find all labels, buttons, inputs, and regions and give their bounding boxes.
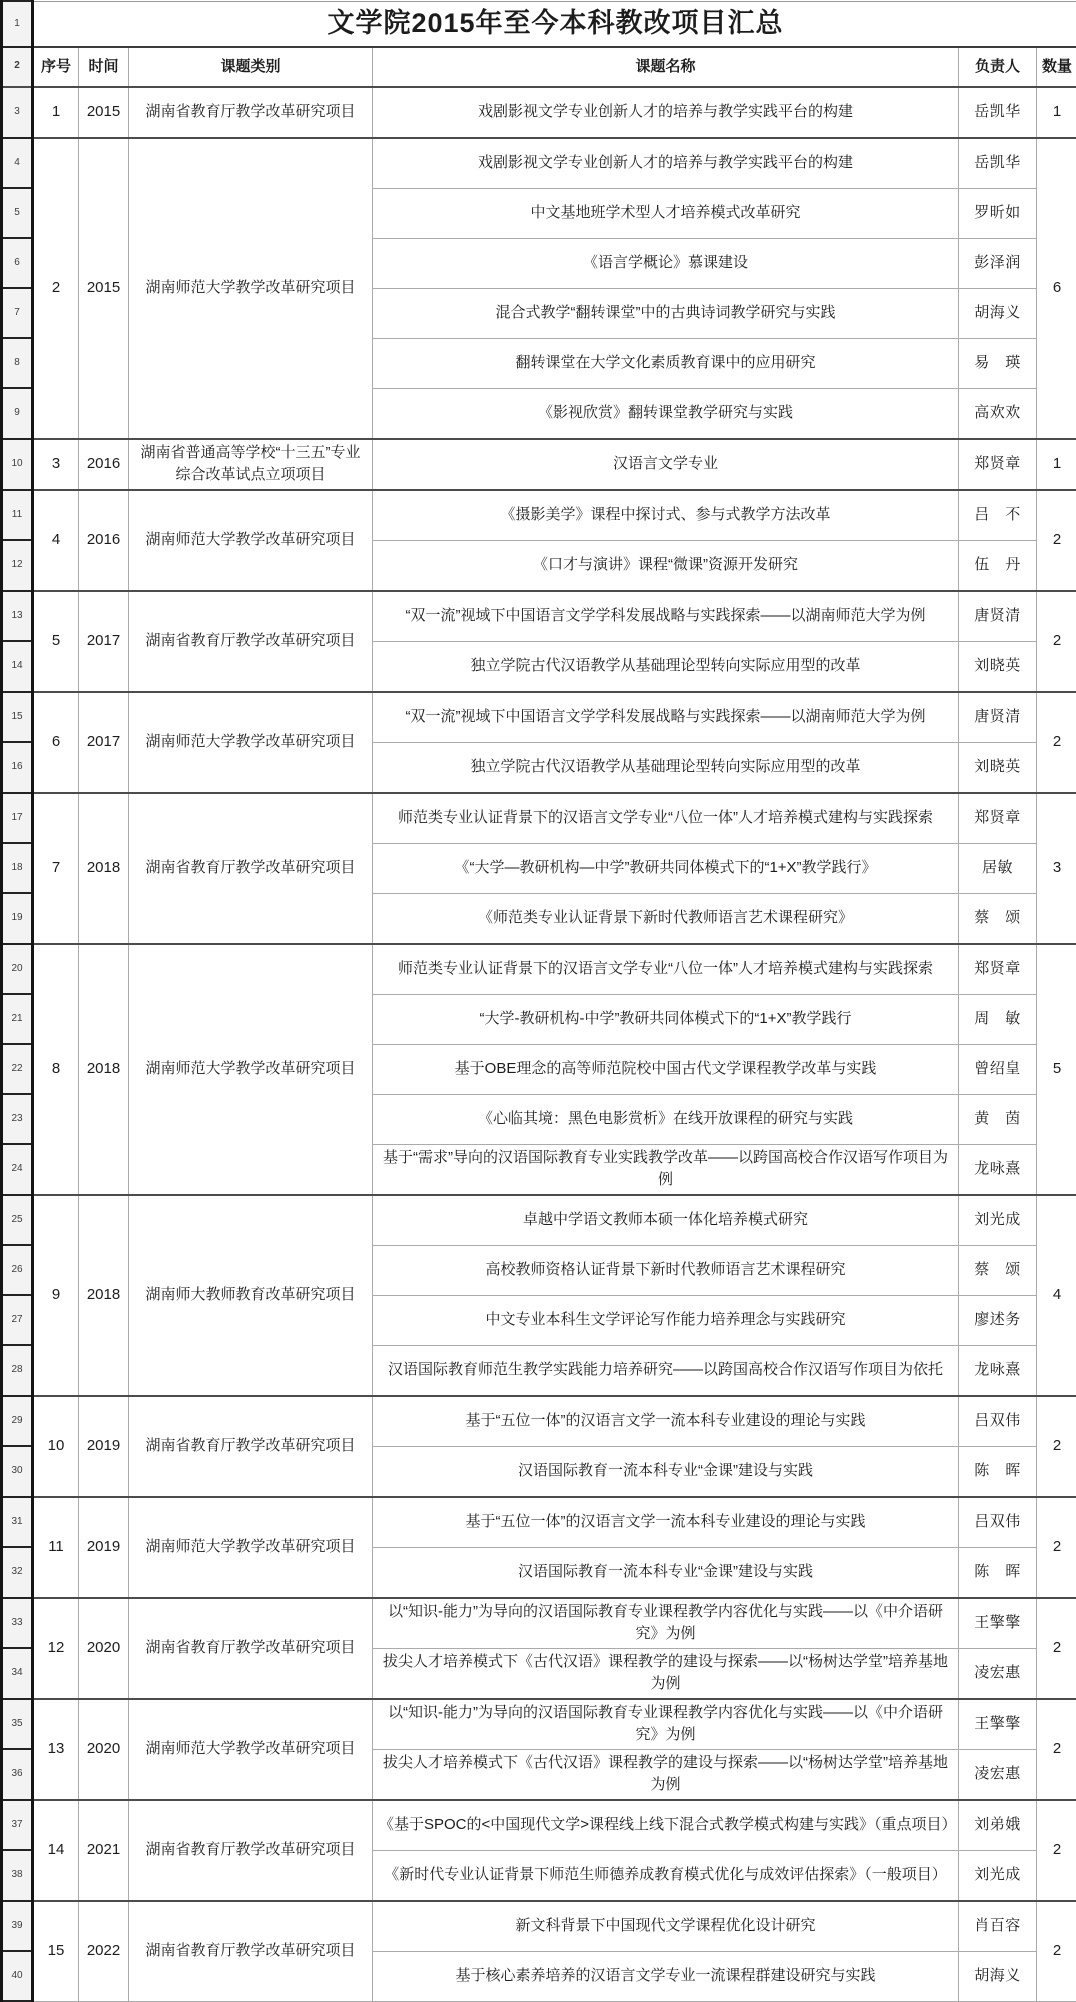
leader-cell: 唐贤清 <box>959 591 1037 642</box>
count-cell: 2 <box>1037 1598 1076 1699</box>
leader-cell: 肖百容 <box>959 1901 1037 1952</box>
leader-cell: 高欢欢 <box>959 388 1037 439</box>
leader-cell: 易 瑛 <box>959 338 1037 388</box>
project-title-cell: 《语言学概论》慕课建设 <box>373 238 959 288</box>
year-cell: 2019 <box>79 1396 129 1497</box>
table-row <box>2 1497 1076 1548</box>
year-cell: 2018 <box>79 1195 129 1396</box>
year-cell: 2015 <box>79 87 129 138</box>
project-title-cell: “双一流”视域下中国语言文学学科发展战略与实践探索——以湖南师范大学为例 <box>373 591 959 642</box>
project-title-cell: 汉语国际教育一流本科专业“金课”建设与实践 <box>373 1446 959 1497</box>
leader-cell: 居敏 <box>959 843 1037 893</box>
year-cell: 2018 <box>79 793 129 944</box>
leader-cell: 刘光成 <box>959 1195 1037 1246</box>
project-title-cell: 汉语言文学专业 <box>373 439 959 490</box>
count-cell: 1 <box>1037 87 1076 138</box>
row-number-cell: 25 <box>2 1195 33 1246</box>
table-row <box>2 439 1076 490</box>
project-title-cell: 戏剧影视文学专业创新人才的培养与教学实践平台的构建 <box>373 87 959 138</box>
year-cell: 2017 <box>79 591 129 692</box>
table-row <box>2 87 1076 138</box>
category-cell: 湖南师范大学教学改革研究项目 <box>129 490 373 591</box>
year-cell: 2020 <box>79 1598 129 1699</box>
row-number-cell: 16 <box>2 742 33 793</box>
category-cell: 湖南省普通高等学校“十三五”专业综合改革试点立项项目 <box>129 439 373 490</box>
project-title-cell: 拔尖人才培养模式下《古代汉语》课程教学的建设与探索——以“杨树达学堂”培养基地为例 <box>373 1648 959 1699</box>
leader-cell: 胡海义 <box>959 1951 1037 2001</box>
project-title-cell: 师范类专业认证背景下的汉语言文学专业“八位一体”人才培养模式建构与实践探索 <box>373 793 959 844</box>
leader-cell: 彭泽润 <box>959 238 1037 288</box>
table-row <box>2 1195 1076 1246</box>
row-number-cell: 11 <box>2 490 33 541</box>
page-title: 文学院2015年至今本科教改项目汇总 <box>33 1 1076 47</box>
seq-cell: 11 <box>33 1497 79 1598</box>
project-title-cell: 《师范类专业认证背景下新时代教师语言艺术课程研究》 <box>373 893 959 944</box>
table-row <box>2 793 1076 844</box>
leader-cell: 吕双伟 <box>959 1396 1037 1447</box>
seq-cell: 3 <box>33 439 79 490</box>
seq-cell: 12 <box>33 1598 79 1699</box>
category-cell: 湖南师范大学教学改革研究项目 <box>129 138 373 439</box>
count-cell: 5 <box>1037 944 1076 1195</box>
seq-cell: 7 <box>33 793 79 944</box>
row-number-cell: 36 <box>2 1749 33 1800</box>
count-cell: 2 <box>1037 1497 1076 1598</box>
count-cell: 1 <box>1037 439 1076 490</box>
row-number-cell: 31 <box>2 1497 33 1548</box>
category-cell: 湖南师范大学教学改革研究项目 <box>129 1497 373 1598</box>
project-title-cell: 独立学院古代汉语教学从基础理论型转向实际应用型的改革 <box>373 742 959 793</box>
table-row <box>2 1396 1076 1447</box>
project-title-cell: 《“大学—教研机构—中学”教研共同体模式下的“1+X”教学践行》 <box>373 843 959 893</box>
row-number-cell: 10 <box>2 439 33 490</box>
column-header-category: 课题类别 <box>129 47 373 87</box>
project-title-cell: 《心临其境：黑色电影赏析》在线开放课程的研究与实践 <box>373 1094 959 1144</box>
count-cell: 6 <box>1037 138 1076 439</box>
project-title-cell: 《口才与演讲》课程“微课”资源开发研究 <box>373 540 959 591</box>
project-title-cell: 基于“需求”导向的汉语国际教育专业实践教学改革——以跨国高校合作汉语写作项目为例 <box>373 1144 959 1195</box>
table-row <box>2 591 1076 642</box>
row-number-cell: 7 <box>2 288 33 338</box>
row-number-cell: 3 <box>2 87 33 138</box>
leader-cell: 周 敏 <box>959 994 1037 1044</box>
title-row <box>2 1 1076 47</box>
row-number-cell: 35 <box>2 1699 33 1750</box>
leader-cell: 罗昕如 <box>959 188 1037 238</box>
leader-cell: 曾绍皇 <box>959 1044 1037 1094</box>
leader-cell: 陈 晖 <box>959 1446 1037 1497</box>
category-cell: 湖南省教育厅教学改革研究项目 <box>129 1598 373 1699</box>
row-number-cell: 24 <box>2 1144 33 1195</box>
seq-cell: 9 <box>33 1195 79 1396</box>
leader-cell: 黄 茵 <box>959 1094 1037 1144</box>
category-cell: 湖南省教育厅教学改革研究项目 <box>129 591 373 692</box>
year-cell: 2016 <box>79 490 129 591</box>
column-header-seq: 序号 <box>33 47 79 87</box>
row-number-cell: 18 <box>2 843 33 893</box>
leader-cell: 刘弟娥 <box>959 1800 1037 1851</box>
seq-cell: 14 <box>33 1800 79 1901</box>
row-number-cell: 19 <box>2 893 33 944</box>
row-number-cell: 39 <box>2 1901 33 1952</box>
leader-cell: 龙咏熹 <box>959 1345 1037 1396</box>
row-number-cell: 26 <box>2 1245 33 1295</box>
category-cell: 湖南省教育厅教学改革研究项目 <box>129 1396 373 1497</box>
row-number-cell: 20 <box>2 944 33 995</box>
project-title-cell: 混合式教学“翻转课堂”中的古典诗词教学研究与实践 <box>373 288 959 338</box>
row-number-cell: 30 <box>2 1446 33 1497</box>
row-number-cell: 22 <box>2 1044 33 1094</box>
leader-cell: 唐贤清 <box>959 692 1037 743</box>
seq-cell: 8 <box>33 944 79 1195</box>
seq-cell: 10 <box>33 1396 79 1497</box>
row-number-cell: 34 <box>2 1648 33 1699</box>
count-cell: 2 <box>1037 490 1076 591</box>
project-title-cell: 基于“五位一体”的汉语言文学一流本科专业建设的理论与实践 <box>373 1497 959 1548</box>
table-row <box>2 1800 1076 1851</box>
leader-cell: 凌宏惠 <box>959 1648 1037 1699</box>
row-number-cell: 13 <box>2 591 33 642</box>
row-number-cell: 4 <box>2 138 33 189</box>
leader-cell: 王擎擎 <box>959 1699 1037 1750</box>
count-cell: 2 <box>1037 1699 1076 1800</box>
row-number-cell: 37 <box>2 1800 33 1851</box>
category-cell: 湖南省教育厅教学改革研究项目 <box>129 793 373 944</box>
seq-cell: 1 <box>33 87 79 138</box>
leader-cell: 吕 不 <box>959 490 1037 541</box>
category-cell: 湖南师范大学教学改革研究项目 <box>129 944 373 1195</box>
column-header-time: 时间 <box>79 47 129 87</box>
leader-cell: 蔡 颂 <box>959 893 1037 944</box>
seq-cell: 6 <box>33 692 79 793</box>
project-title-cell: 基于OBE理念的高等师范院校中国古代文学课程教学改革与实践 <box>373 1044 959 1094</box>
project-title-cell: “大学-教研机构-中学”教研共同体模式下的“1+X”教学践行 <box>373 994 959 1044</box>
row-number-cell: 8 <box>2 338 33 388</box>
project-title-cell: 《基于SPOC的<中国现代文学>课程线上线下混合式教学模式构建与实践》（重点项目） <box>373 1800 959 1851</box>
row-number-cell: 40 <box>2 1951 33 2001</box>
category-cell: 湖南师范大学教学改革研究项目 <box>129 692 373 793</box>
row-number-cell: 17 <box>2 793 33 844</box>
row-number-cell: 33 <box>2 1598 33 1649</box>
seq-cell: 13 <box>33 1699 79 1800</box>
leader-cell: 刘光成 <box>959 1850 1037 1901</box>
leader-cell: 凌宏惠 <box>959 1749 1037 1800</box>
column-header-name: 课题名称 <box>373 47 959 87</box>
count-cell: 2 <box>1037 1901 1076 2002</box>
leader-cell: 刘晓英 <box>959 641 1037 692</box>
count-cell: 2 <box>1037 591 1076 692</box>
year-cell: 2019 <box>79 1497 129 1598</box>
project-title-cell: 《影视欣赏》翻转课堂教学研究与实践 <box>373 388 959 439</box>
project-title-cell: 《新时代专业认证背景下师范生师德养成教育模式优化与成效评估探索》（一般项目） <box>373 1850 959 1901</box>
row-number-cell: 32 <box>2 1547 33 1598</box>
seq-cell: 5 <box>33 591 79 692</box>
leader-cell: 蔡 颂 <box>959 1245 1037 1295</box>
count-cell: 4 <box>1037 1195 1076 1396</box>
table-row <box>2 944 1076 995</box>
leader-cell: 廖述务 <box>959 1295 1037 1345</box>
year-cell: 2015 <box>79 138 129 439</box>
project-title-cell: 新文科背景下中国现代文学课程优化设计研究 <box>373 1901 959 1952</box>
row-number-cell: 2 <box>2 47 33 87</box>
row-number-cell: 1 <box>2 1 33 47</box>
project-title-cell: 基于核心素养培养的汉语言文学专业一流课程群建设研究与实践 <box>373 1951 959 2001</box>
count-cell: 2 <box>1037 1800 1076 1901</box>
seq-cell: 2 <box>33 138 79 439</box>
row-number-cell: 38 <box>2 1850 33 1901</box>
leader-cell: 龙咏熹 <box>959 1144 1037 1195</box>
row-number-cell: 29 <box>2 1396 33 1447</box>
year-cell: 2016 <box>79 439 129 490</box>
year-cell: 2022 <box>79 1901 129 2002</box>
column-header-leader: 负责人 <box>959 47 1037 87</box>
project-title-cell: 中文专业本科生文学评论写作能力培养理念与实践研究 <box>373 1295 959 1345</box>
project-title-cell: 高校教师资格认证背景下新时代教师语言艺术课程研究 <box>373 1245 959 1295</box>
project-title-cell: 以“知识-能力”为导向的汉语国际教育专业课程教学内容优化与实践——以《中介语研究》为例 <box>373 1598 959 1649</box>
project-title-cell: 汉语国际教育一流本科专业“金课”建设与实践 <box>373 1547 959 1598</box>
leader-cell: 吕双伟 <box>959 1497 1037 1548</box>
seq-cell: 15 <box>33 1901 79 2002</box>
leader-cell: 郑贤章 <box>959 944 1037 995</box>
category-cell: 湖南师大教师教育改革研究项目 <box>129 1195 373 1396</box>
project-title-cell: 汉语国际教育师范生教学实践能力培养研究——以跨国高校合作汉语写作项目为依托 <box>373 1345 959 1396</box>
count-cell: 3 <box>1037 793 1076 944</box>
leader-cell: 郑贤章 <box>959 439 1037 490</box>
row-number-cell: 15 <box>2 692 33 743</box>
table-row <box>2 1901 1076 1952</box>
row-number-cell: 5 <box>2 188 33 238</box>
project-title-cell: “双一流”视域下中国语言文学学科发展战略与实践探索——以湖南师范大学为例 <box>373 692 959 743</box>
column-header-count: 数量 <box>1037 47 1076 87</box>
count-cell: 2 <box>1037 692 1076 793</box>
header-row <box>2 47 1076 87</box>
leader-cell: 陈 晖 <box>959 1547 1037 1598</box>
project-title-cell: 以“知识-能力”为导向的汉语国际教育专业课程教学内容优化与实践——以《中介语研究》为例 <box>373 1699 959 1750</box>
project-title-cell: 中文基地班学术型人才培养模式改革研究 <box>373 188 959 238</box>
table-row <box>2 490 1076 541</box>
table-row <box>2 138 1076 189</box>
row-number-cell: 28 <box>2 1345 33 1396</box>
leader-cell: 胡海义 <box>959 288 1037 338</box>
row-number-cell: 6 <box>2 238 33 288</box>
project-title-cell: 戏剧影视文学专业创新人才的培养与教学实践平台的构建 <box>373 138 959 189</box>
table-row <box>2 692 1076 743</box>
category-cell: 湖南师范大学教学改革研究项目 <box>129 1699 373 1800</box>
row-number-cell: 27 <box>2 1295 33 1345</box>
project-title-cell: 翻转课堂在大学文化素质教育课中的应用研究 <box>373 338 959 388</box>
leader-cell: 王擎擎 <box>959 1598 1037 1649</box>
category-cell: 湖南省教育厅教学改革研究项目 <box>129 1901 373 2002</box>
project-title-cell: 拔尖人才培养模式下《古代汉语》课程教学的建设与探索——以“杨树达学堂”培养基地为例 <box>373 1749 959 1800</box>
row-number-cell: 23 <box>2 1094 33 1144</box>
table-row <box>2 1699 1076 1750</box>
count-cell: 2 <box>1037 1396 1076 1497</box>
project-title-cell: 卓越中学语文教师本硕一体化培养模式研究 <box>373 1195 959 1246</box>
seq-cell: 4 <box>33 490 79 591</box>
year-cell: 2018 <box>79 944 129 1195</box>
year-cell: 2017 <box>79 692 129 793</box>
leader-cell: 岳凯华 <box>959 87 1037 138</box>
leader-cell: 刘晓英 <box>959 742 1037 793</box>
leader-cell: 伍 丹 <box>959 540 1037 591</box>
project-title-cell: 《摄影美学》课程中探讨式、参与式教学方法改革 <box>373 490 959 541</box>
table-row <box>2 1598 1076 1649</box>
year-cell: 2021 <box>79 1800 129 1901</box>
project-title-cell: 独立学院古代汉语教学从基础理论型转向实际应用型的改革 <box>373 641 959 692</box>
row-number-cell: 9 <box>2 388 33 439</box>
project-title-cell: 师范类专业认证背景下的汉语言文学专业“八位一体”人才培养模式建构与实践探索 <box>373 944 959 995</box>
leader-cell: 岳凯华 <box>959 138 1037 189</box>
year-cell: 2020 <box>79 1699 129 1800</box>
row-number-cell: 21 <box>2 994 33 1044</box>
project-title-cell: 基于“五位一体”的汉语言文学一流本科专业建设的理论与实践 <box>373 1396 959 1447</box>
category-cell: 湖南省教育厅教学改革研究项目 <box>129 87 373 138</box>
row-number-cell: 14 <box>2 641 33 692</box>
category-cell: 湖南省教育厅教学改革研究项目 <box>129 1800 373 1901</box>
leader-cell: 郑贤章 <box>959 793 1037 844</box>
row-number-cell: 12 <box>2 540 33 591</box>
